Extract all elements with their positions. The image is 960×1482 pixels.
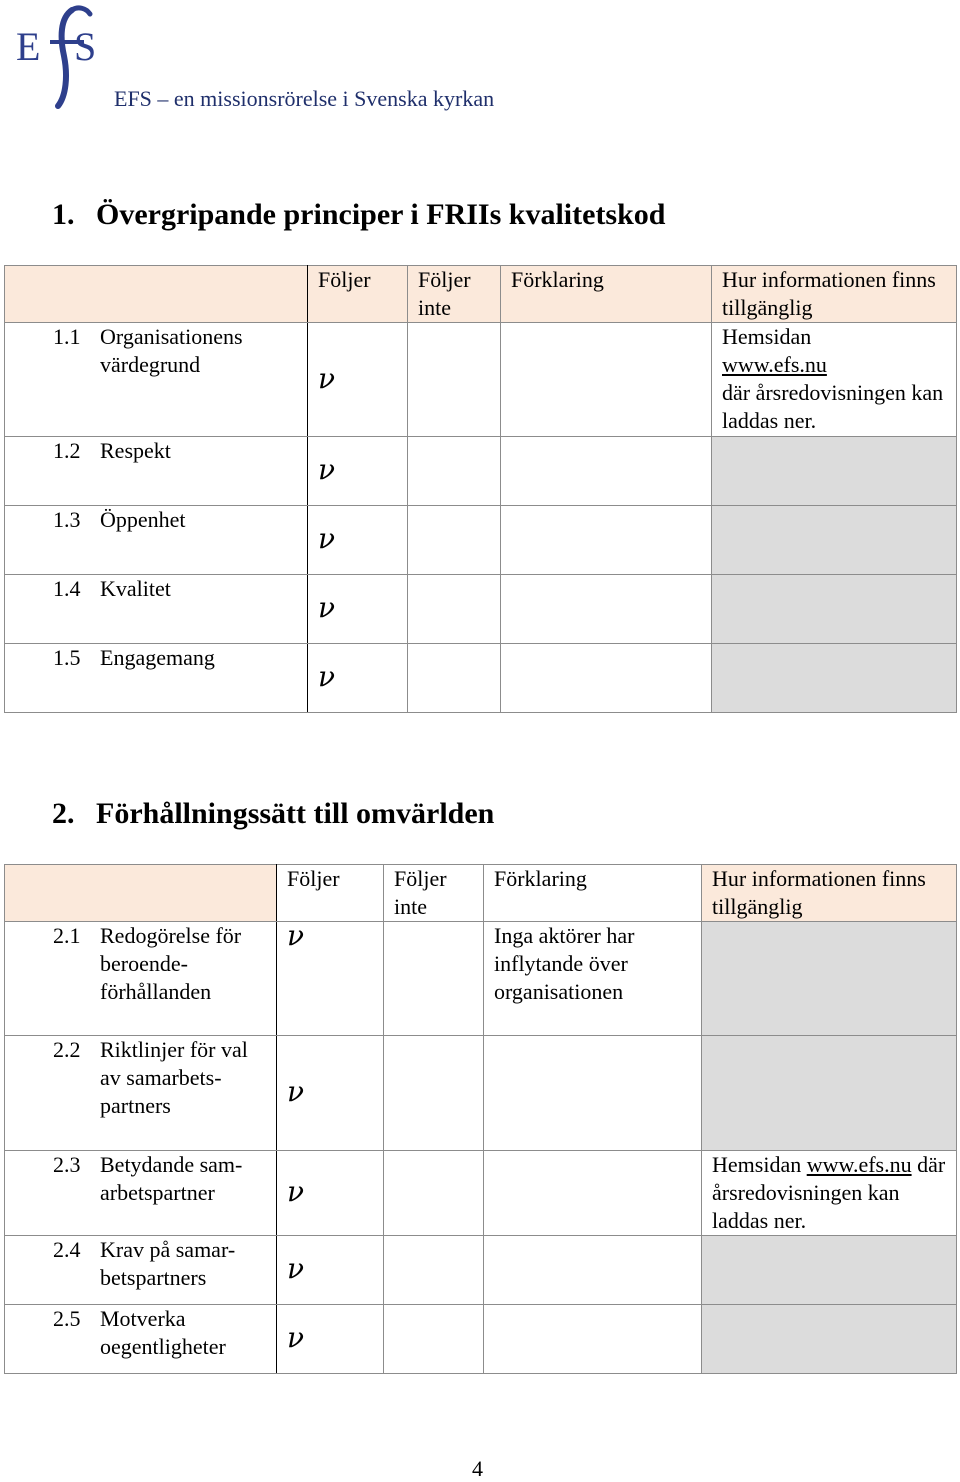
foljer-inte-cell xyxy=(408,644,501,713)
check-mark: ν xyxy=(287,1321,305,1354)
page-number: 4 xyxy=(472,1456,483,1481)
forklaring-cell: Inga aktörer har inflytande över organisationen xyxy=(484,922,702,1036)
info-cell xyxy=(702,1036,957,1151)
forklaring-cell xyxy=(484,1236,702,1305)
table-row xyxy=(5,506,957,575)
check-mark: ν xyxy=(318,591,336,624)
row-number: 1.1 xyxy=(53,324,81,349)
info-text: där årsredovisningen kan laddas ner. xyxy=(712,1152,946,1233)
info-cell xyxy=(712,437,957,506)
info-cell xyxy=(712,644,957,713)
check-mark: ν xyxy=(287,1252,305,1285)
table-row xyxy=(5,644,957,713)
row-number: 2.2 xyxy=(53,1037,81,1062)
forklaring-cell xyxy=(484,1036,702,1151)
check-mark: ν xyxy=(287,919,305,952)
row-number: 2.5 xyxy=(53,1306,81,1331)
info-cell xyxy=(712,323,957,437)
header-empty xyxy=(5,865,277,922)
col-foljer: Följer xyxy=(277,865,384,922)
col-forklaring: Förklaring xyxy=(484,865,702,922)
foljer-inte-cell xyxy=(408,506,501,575)
row-label: Motverka oegentligheter xyxy=(100,1306,226,1359)
check-mark: ν xyxy=(287,1175,305,1208)
row-number: 1.3 xyxy=(53,507,81,532)
foljer-inte-cell xyxy=(384,1236,484,1305)
forklaring-cell xyxy=(501,575,712,644)
info-cell xyxy=(702,1236,957,1305)
foljer-inte-cell xyxy=(408,323,501,437)
row-number: 1.2 xyxy=(53,438,81,463)
row-label: Riktlinjer för val av samarbets-partners xyxy=(100,1037,248,1118)
col-forklaring: Förklaring xyxy=(501,266,712,323)
info-text: där årsredovisningen kan laddas ner. xyxy=(722,380,944,433)
header-empty xyxy=(5,266,308,323)
row-label: Betydande sam-arbetspartner xyxy=(100,1152,243,1205)
foljer-inte-cell xyxy=(408,575,501,644)
row-number: 2.4 xyxy=(53,1237,81,1262)
col-info: Hur informationen finns tillgänglig xyxy=(702,865,957,922)
table-row xyxy=(5,437,957,506)
table-row xyxy=(5,1305,957,1374)
table-row xyxy=(5,1036,957,1151)
info-cell xyxy=(712,506,957,575)
row-label: Organisationens värdegrund xyxy=(100,324,243,377)
section2-table xyxy=(4,864,957,1374)
info-cell xyxy=(702,1151,957,1236)
table-row xyxy=(5,575,957,644)
svg-text:S: S xyxy=(74,24,97,69)
forklaring-cell xyxy=(501,644,712,713)
section1-title: Övergripande principer i FRIIs kvalitetskod xyxy=(96,198,666,231)
col-foljer-inte: Följer inte xyxy=(408,266,501,323)
check-mark: ν xyxy=(287,1075,305,1108)
info-text: Hemsidan xyxy=(712,1152,802,1177)
svg-text:E: E xyxy=(16,24,43,69)
check-mark: ν xyxy=(318,361,336,395)
col-foljer: Följer xyxy=(308,266,408,323)
forklaring-cell xyxy=(484,1151,702,1236)
check-mark: ν xyxy=(318,522,336,555)
row-label: Engagemang xyxy=(100,645,215,670)
section1-number: 1. xyxy=(52,198,75,231)
section2-title: Förhållningssätt till omvärlden xyxy=(96,797,495,830)
foljer-inte-cell xyxy=(384,1036,484,1151)
section1-heading xyxy=(52,198,665,232)
info-cell xyxy=(712,575,957,644)
col-info: Hur informationen finns tillgänglig xyxy=(712,266,957,323)
row-label: Krav på samar-betspartners xyxy=(100,1237,236,1290)
section2-number: 2. xyxy=(52,797,75,830)
info-text: Hemsidan xyxy=(722,324,812,349)
foljer-inte-cell xyxy=(384,922,484,1036)
forklaring-cell xyxy=(501,506,712,575)
check-mark: ν xyxy=(318,660,336,693)
info-cell xyxy=(702,1305,957,1374)
forklaring-cell xyxy=(484,1305,702,1374)
efs-link[interactable]: www.efs.nu xyxy=(722,352,827,377)
table-row xyxy=(5,323,957,437)
row-label: Kvalitet xyxy=(100,576,171,601)
foljer-inte-cell xyxy=(408,437,501,506)
forklaring-cell xyxy=(501,437,712,506)
section2-heading xyxy=(52,797,494,831)
forklaring-cell xyxy=(501,323,712,437)
row-label: Öppenhet xyxy=(100,507,186,532)
row-number: 2.3 xyxy=(53,1152,81,1177)
table-row xyxy=(5,1151,957,1236)
row-number: 1.5 xyxy=(53,645,81,670)
table-row xyxy=(5,1236,957,1305)
foljer-inte-cell xyxy=(384,1305,484,1374)
check-mark: ν xyxy=(318,453,336,486)
col-foljer-inte: Följer inte xyxy=(384,865,484,922)
table-row xyxy=(5,922,957,1036)
row-number: 2.1 xyxy=(53,923,81,948)
section1-table xyxy=(4,265,957,713)
organisation-tagline: EFS – en missionsrörelse i Svenska kyrkan xyxy=(114,86,495,111)
foljer-inte-cell xyxy=(384,1151,484,1236)
info-cell xyxy=(702,922,957,1036)
efs-logo xyxy=(14,4,114,110)
row-label: Respekt xyxy=(100,438,171,463)
efs-link[interactable]: www.efs.nu xyxy=(806,1152,912,1177)
row-label: Redogörelse för beroende-förhållanden xyxy=(100,923,242,1004)
row-number: 1.4 xyxy=(53,576,81,601)
